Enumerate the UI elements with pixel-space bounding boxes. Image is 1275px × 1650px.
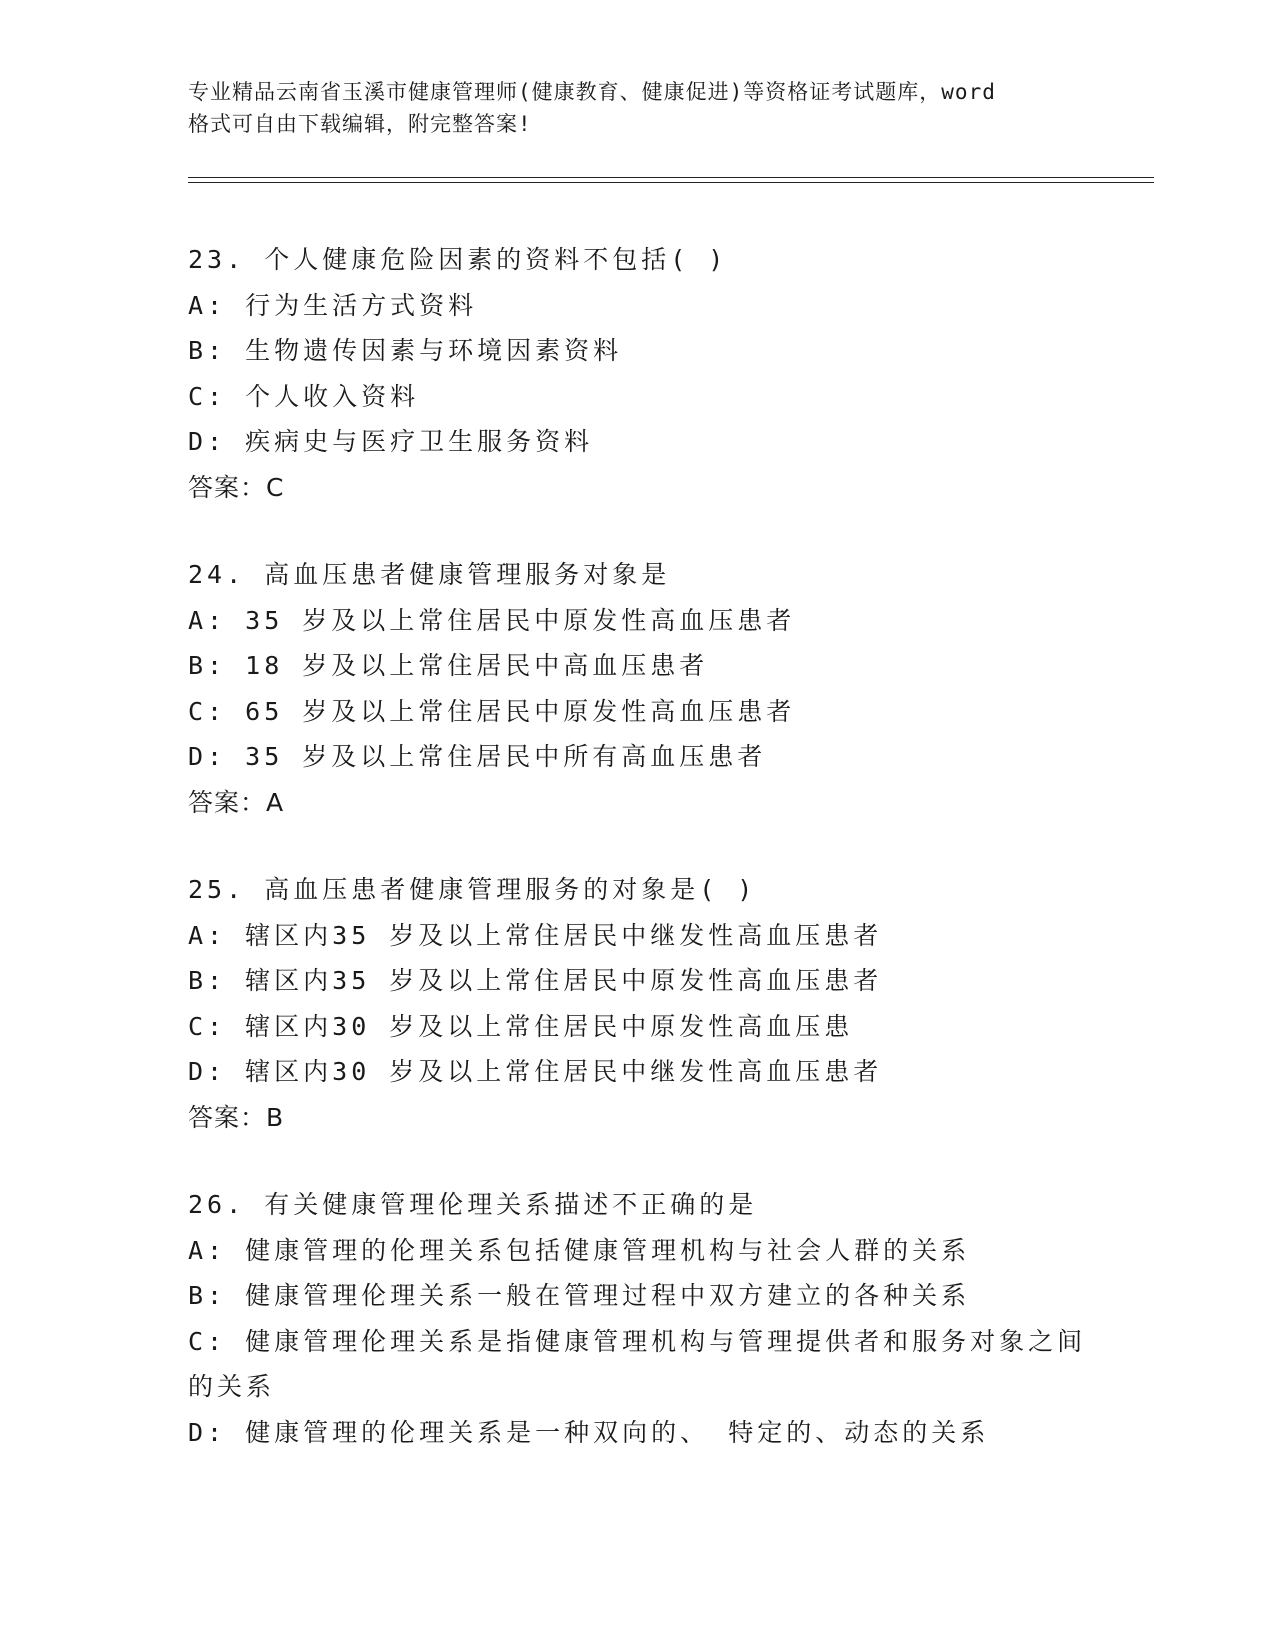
option-d: D: 辖区内30 岁及以上常住居民中继发性高血压患者 [188, 1057, 883, 1086]
document-header [188, 76, 1088, 140]
option-c: C: 健康管理伦理关系是指健康管理机构与管理提供者和服务对象之间 [188, 1326, 1087, 1356]
answer-label: 答案：C [188, 472, 285, 502]
question-stem: 24. 高血压患者健康管理服务对象是 [188, 560, 671, 589]
question-list [188, 237, 1148, 1497]
option-b: B: 健康管理伦理关系一般在管理过程中双方建立的各种关系 [188, 1281, 971, 1310]
option-c: C: 辖区内30 岁及以上常住居民中原发性高血压患 [188, 1011, 854, 1041]
option-d: D: 疾病史与医疗卫生服务资料 [188, 427, 594, 456]
option-a: A: 健康管理的伦理关系包括健康管理机构与社会人群的关系 [188, 1235, 971, 1265]
option-c: C: 65 岁及以上常住居民中原发性高血压患者 [188, 696, 796, 726]
option-b: B: 18 岁及以上常住居民中高血压患者 [188, 651, 709, 680]
option-a: A: 辖区内35 岁及以上常住居民中继发性高血压患者 [188, 920, 883, 950]
answer-label: 答案：B [188, 1102, 285, 1132]
option-d: D: 健康管理的伦理关系是一种双向的、 特定的、动态的关系 [188, 1417, 990, 1447]
header-divider-top [188, 177, 1154, 178]
option-a: A: 行为生活方式资料 [188, 290, 478, 320]
option-d: D: 35 岁及以上常住居民中所有高血压患者 [188, 742, 767, 771]
question-23 [188, 237, 1148, 510]
option-c: C: 个人收入资料 [188, 381, 420, 411]
option-b: B: 辖区内35 岁及以上常住居民中原发性高血压患者 [188, 966, 883, 995]
answer-label: 答案：A [188, 787, 285, 817]
header-divider-bottom [188, 182, 1154, 183]
question-26 [188, 1182, 1148, 1455]
option-a: A: 35 岁及以上常住居民中原发性高血压患者 [188, 605, 796, 635]
option-c-continued: 的关系 [188, 1372, 276, 1401]
question-stem: 23. 个人健康危险因素的资料不包括( ) [188, 245, 728, 274]
option-b: B: 生物遗传因素与环境因素资料 [188, 336, 623, 365]
header-line-2: 格式可自由下载编辑，附完整答案! [188, 112, 532, 136]
header-line-1: 专业精品云南省玉溪市健康管理师(健康教育、健康促进)等资格证考试题库，word [188, 80, 996, 104]
question-24 [188, 552, 1148, 825]
question-stem: 26. 有关健康管理伦理关系描述不正确的是 [188, 1190, 758, 1219]
question-25 [188, 867, 1148, 1140]
question-stem: 25. 高血压患者健康管理服务的对象是( ) [188, 875, 757, 904]
